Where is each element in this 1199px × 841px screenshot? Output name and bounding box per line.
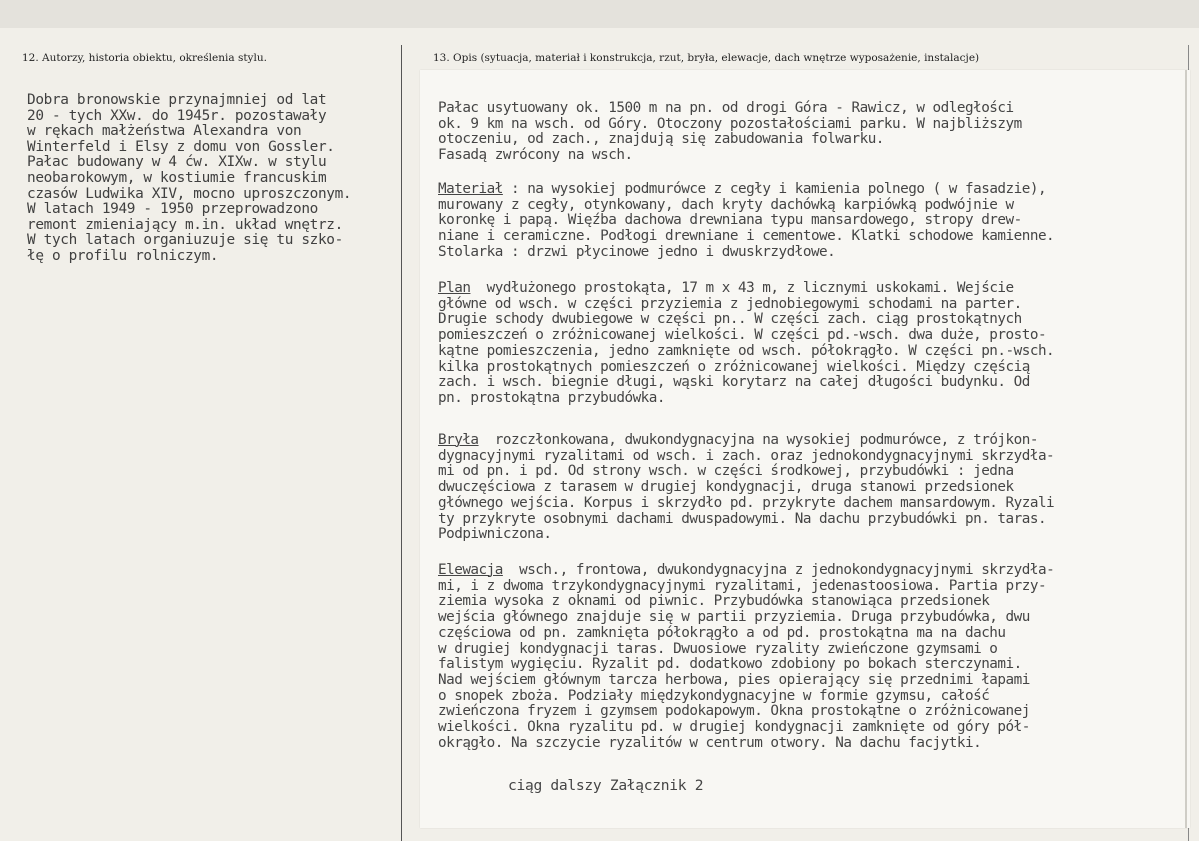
material-paragraph bbox=[438, 182, 1054, 261]
plan-paragraph bbox=[438, 281, 1054, 407]
sheet-edge bbox=[1185, 70, 1187, 828]
bryla-heading: Bryła bbox=[438, 432, 479, 448]
situation-paragraph: Pałac usytuowany ok. 1500 m na pn. od drogi Góra - Rawicz, w odległości ok. 9 km na wsch. od Góry. Otoczony pozostałościami parku. W najbliższym otoczeniu, od zach., znajdują się zabudowania folwarku. Fasadą zwrócony na wsch. bbox=[438, 100, 1022, 164]
material-heading: Materiał bbox=[438, 181, 503, 197]
section-13-header: 13. Opis (sytuacja, materiał i konstrukcja, rzut, bryła, elewacje, dach wnętrze wyposażenie, instalacje) bbox=[433, 52, 980, 64]
elewacja-paragraph bbox=[438, 563, 1054, 751]
continuation-note: ciąg dalszy Załącznik 2 bbox=[508, 777, 704, 794]
plan-text: wydłużonego prostokąta, 17 m x 43 m, z licznymi uskokami. Wejście główne od wsch. w części przyziemia z jednobiegowymi schodami na parter. Drugie schody dwubiegowe w części pn.. W części zach. ciąg prostokątnych pomieszczeń o zróżnicowanej wielkości. W części pd.-wsch. dwa duże, prosto- kątne pomieszczenia, jedno zamknięte od wsch. półokrągło. W części pn.-wsch. kilka prostokątnych pomieszczeń o zróżnicowanej wielkości. Między częścią zach. i wsch. biegnie długi, wąski korytarz na całej długości budynku. Od pn. prostokątna przybudówka. bbox=[438, 280, 1055, 406]
section-12-header: 12. Autorzy, historia obiektu, określenia stylu. bbox=[22, 52, 267, 64]
plan-heading: Plan bbox=[438, 280, 471, 296]
history-text: Dobra bronowskie przynajmniej od lat 20 - tych XXw. do 1945r. pozostawały w rękach małżeństwa Alexandra von Winterfeld i Elsy z domu von Gossler. Pałac budowany w 4 ćw. XIXw. w stylu neobarokowym, w kostiumie francuskim czasów Ludwika XIV, mocno uproszczonym. W latach 1949 - 1950 przeprowadzono remont zmieniający m.in. układ wnętrz. W tych latach organiuzuje się tu szko- łę o profilu rolniczym. bbox=[27, 92, 352, 264]
elewacja-text: wsch., frontowa, dwukondygnacyjna z jednokondygnacyjnymi skrzydła- mi, i z dwoma trzykondygnacyjnymi ryzalitami, jedenastoosiowa. Partia przy- ziemia wysoka z oknami od piwnic. Przybudówka stanowiąca przedsionek wejścia głównego znajduje się w partii przyziemia. Druga przybudówka, dwu częściowa od pn. zamknięta półokrągło a od pd. prostokątna ma na dachu w drugiej kondygnacji taras. Dwuosiowe ryzality zwieńczone gzymsami o falistym wygięciu. Ryzalit pd. dodatkowo zdobiony po bokach sterczynami. Nad wejściem głównym tarcza herbowa, pies opierający się przednimi łapami o snopek zboża. Podziały międzykondygnacyjne w formie gzymsu, całość zwieńczona fryzem i gzymsem podokapowym. Okna prostokątne o zróżnicowanej wielkości. Okna ryzalitu pd. w drugiej kondygnacji zamknięte od góry pół- okrągło. Na szczycie ryzalitów w centrum otwory. Na dachu facjytki. bbox=[438, 562, 1055, 751]
bryla-paragraph bbox=[438, 433, 1054, 543]
material-text: : na wysokiej podmurówce z cegły i kamienia polnego ( w fasadzie), murowany z cegły, otynkowany, dach kryty dachówką karpiówką podwójnie w koronkę i papą. Więźba dachowa drewniana typu mansardowego, stropy drew- niane i ceramiczne. Podłogi drewniane i cementowe. Klatki schodowe kamienne. Stolarka : drzwi płycinowe jedno i dwuskrzydłowe. bbox=[438, 181, 1055, 260]
bryla-text: rozczłonkowana, dwukondygnacyjna na wysokiej podmurówce, z trójkon- dygnacyjnymi ryzalitami od wsch. i zach. oraz jednokondygnacyjnymi skrzydła- mi od pn. i pd. Od strony wsch. w części środkowej, przybudówki : jedna dwuczęściowa z tarasem w drugiej kondygnacji, druga stanowi przedsionek głównego wejścia. Korpus i skrzydło pd. przykryte dachem mansardowym. Ryzali ty przykryte osobnymi dachami dwuspadowymi. Na dachu przybudówki pn. taras. Podpiwniczona. bbox=[438, 432, 1055, 543]
elewacja-heading: Elewacja bbox=[438, 562, 503, 578]
column-divider bbox=[401, 45, 402, 841]
scan-top-margin bbox=[0, 0, 1199, 28]
